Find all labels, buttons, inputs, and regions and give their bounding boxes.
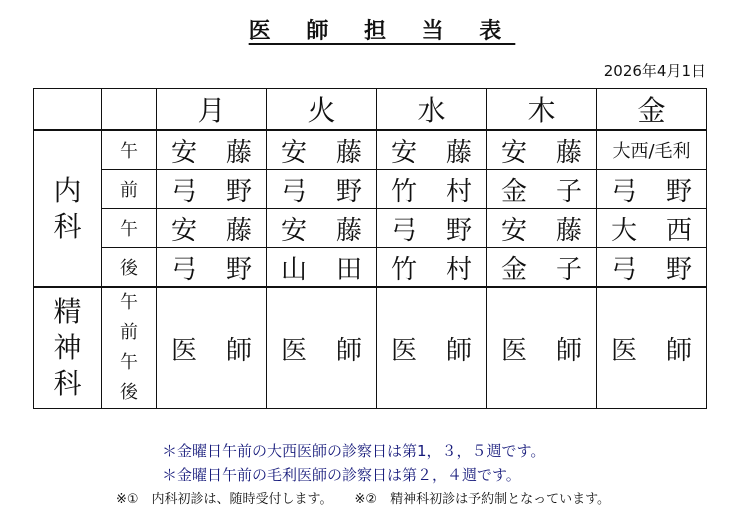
internal-afternoon-row-2 <box>34 248 707 288</box>
doctor-cell: 安 藤 <box>157 209 267 248</box>
page-title: 医 師 担 当 表 <box>248 19 516 44</box>
note-friday-onishi: ＊金曜日午前の大西医師の診察日は第1，３，５週です。 <box>162 442 546 460</box>
issue-date: 2026年4月1日 <box>603 62 706 80</box>
day-header: 金 <box>597 89 707 131</box>
doctor-cell: 安 藤 <box>377 130 487 170</box>
psychiatry-cell: 医 師 <box>487 287 597 409</box>
note-friday-mouri: ＊金曜日午前の毛利医師の診察日は第２，４週です。 <box>162 466 521 484</box>
psychiatry-cell: 医 師 <box>157 287 267 409</box>
internal-morning-row-2 <box>34 170 707 209</box>
doctor-cell: 大西/毛利 <box>597 130 707 170</box>
corner-cell <box>102 89 157 131</box>
doctor-cell: 安 藤 <box>267 130 377 170</box>
doctor-cell: 弓 野 <box>597 170 707 209</box>
day-header: 水 <box>377 89 487 131</box>
corner-cell <box>34 89 102 131</box>
morning-label: 前 <box>102 170 157 209</box>
doctor-cell: 山 田 <box>267 248 377 288</box>
psychiatry-dept-label: 精 神 科 <box>34 287 102 409</box>
day-header: 木 <box>487 89 597 131</box>
doctor-cell: 弓 野 <box>157 170 267 209</box>
doctor-cell: 安 藤 <box>487 130 597 170</box>
afternoon-label: 午 <box>102 209 157 248</box>
doctor-cell: 竹 村 <box>377 170 487 209</box>
psychiatry-cell: 医 師 <box>597 287 707 409</box>
doctor-cell: 安 藤 <box>487 209 597 248</box>
note-psychiatry-first-visit: ※② 精神科初診は予約制となっています。 <box>354 492 611 507</box>
doctor-cell: 金 子 <box>487 248 597 288</box>
morning-label: 午 <box>102 130 157 170</box>
psychiatry-row <box>34 287 707 409</box>
doctor-cell: 弓 野 <box>597 248 707 288</box>
doctor-cell: 大 西 <box>597 209 707 248</box>
psychiatry-half-label: 午 前 午 後 <box>102 287 157 409</box>
internal-dept-label: 内 科 <box>34 130 102 287</box>
psychiatry-cell: 医 師 <box>267 287 377 409</box>
afternoon-label: 後 <box>102 248 157 288</box>
doctor-cell: 弓 野 <box>377 209 487 248</box>
note-first-visit <box>116 488 610 507</box>
note-internal-first-visit: ※① 内科初診は、随時受付します。 <box>116 492 333 507</box>
doctor-cell: 竹 村 <box>377 248 487 288</box>
day-header: 火 <box>267 89 377 131</box>
header-row <box>34 89 707 131</box>
day-header: 月 <box>157 89 267 131</box>
doctor-cell: 安 藤 <box>267 209 377 248</box>
doctor-cell: 金 子 <box>487 170 597 209</box>
doctor-cell: 弓 野 <box>267 170 377 209</box>
internal-afternoon-row-1 <box>34 209 707 248</box>
doctor-cell: 弓 野 <box>157 248 267 288</box>
psychiatry-cell: 医 師 <box>377 287 487 409</box>
internal-morning-row-1 <box>34 130 707 170</box>
doctor-cell: 安 藤 <box>157 130 267 170</box>
schedule-table <box>33 88 707 409</box>
